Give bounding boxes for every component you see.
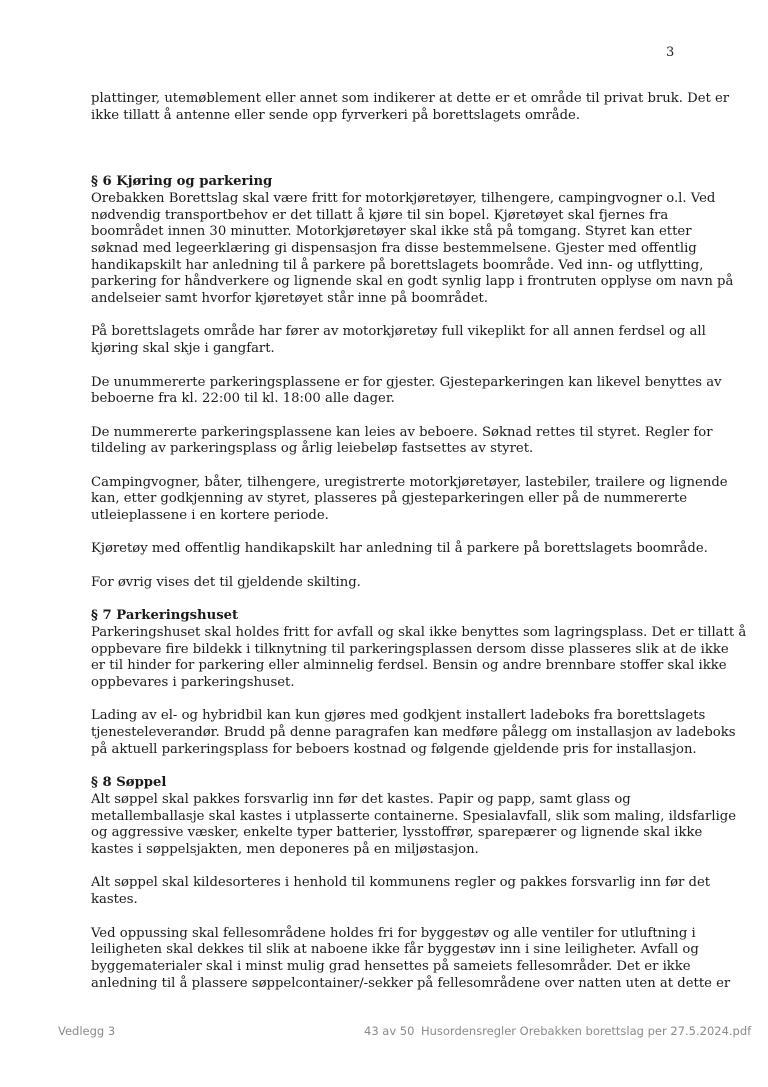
paragraph xyxy=(91,424,713,458)
text-line: På borettslagets område har fører av motorkjøretøy full vikeplikt for all annen ferdsel og all xyxy=(91,324,706,340)
text-line: leiligheten skal dekkes til slik at naboene ikke får byggestøv inn i sine leiligheter. Avfall og xyxy=(91,942,699,958)
text-line: kastes. xyxy=(91,892,138,908)
paragraph xyxy=(91,708,736,758)
text-line: For øvrig vises det til gjeldende skilting. xyxy=(91,574,361,590)
text-line: metallemballasje skal kastes i utplasserte containerne. Spesialavfall, slik som maling, ildsfarlige xyxy=(91,808,737,824)
text-line: er til hinder for parkering eller alminnelig ferdsel. Bensin og andre brennbare stoffer skal ikke xyxy=(91,658,727,674)
text-line: byggematerialer skal i minst mulig grad hensettes på sameiets fellesområder. Det er ikke xyxy=(91,958,691,974)
paragraph xyxy=(91,875,711,908)
text-line: oppbevare fire bildekk i tilknytning til parkeringsplassen dersom disse plasseres slik at de ikke xyxy=(91,641,729,657)
section-heading: § 8 Søppel xyxy=(91,775,167,791)
text-line: Campingvogner, båter, tilhengere, uregistrerte motorkjøretøyer, lastebiler, trailere og lignende xyxy=(91,474,728,490)
footer-filename: Husordensregler Orebakken borettslag per 27.5.2024.pdf xyxy=(421,1024,752,1038)
paragraph xyxy=(91,575,691,592)
text-line: beboerne fra kl. 22:00 til kl. 18:00 alle dager. xyxy=(91,391,395,407)
text-line: plattinger, utemøblement eller annet som indikerer at dette er et område til privat bruk. Det er xyxy=(91,91,730,106)
text-line: Parkeringshuset skal holdes fritt for avfall og skal ikke benyttes som lagringsplass. Det er tillatt å xyxy=(91,624,747,640)
section-heading: § 7 Parkeringshuset xyxy=(91,608,239,624)
text-line: handikapskilt har anledning til å parkere på borettslagets boområde. Ved inn- og utflytting, xyxy=(91,257,704,273)
text-line: og aggressive væsker, enkelte typer batterier, lysstoffrør, sparepærer og lignende skal ikke xyxy=(91,825,703,841)
page-number: 3 xyxy=(666,45,675,60)
footer-page-count: 43 av 50 xyxy=(364,1024,415,1038)
text-line: utleieplassene i en kortere periode. xyxy=(91,508,329,524)
text-line: andelseier samt hvorfor kjøretøyet står inne på boområdet. xyxy=(91,291,489,307)
text-line: boområdet innen 30 minutter. Motorkjøretøyer skal ikke stå på tomgang. Styret kan etter xyxy=(91,224,692,240)
text-line: Ved oppussing skal fellesområdene holdes fri for byggestøv og alle ventiler for utluftning i xyxy=(91,925,696,941)
section-heading: § 6 Kjøring og parkering xyxy=(91,174,273,190)
text-line: oppbevares i parkeringshuset. xyxy=(91,675,295,691)
text-line: parkering for håndverkere og lignende skal en godt synlig lapp i frontruten opplyse om navn på xyxy=(91,274,734,290)
document-body xyxy=(91,91,747,1009)
intro-paragraph xyxy=(91,91,730,124)
text-line: De unummererte parkeringsplassene er for gjester. Gjesteparkeringen kan likevel benyttes av xyxy=(91,374,722,390)
text-line: Alt søppel skal pakkes forsvarlig inn før det kastes. Papir og papp, samt glass og xyxy=(91,791,631,807)
paragraph xyxy=(91,541,708,558)
paragraph xyxy=(91,624,747,692)
text-line: Orebakken Borettslag skal være fritt for motorkjøretøyer, tilhengere, campingvogner o.l. Ved xyxy=(91,190,716,206)
section-soppel xyxy=(91,775,737,992)
text-line: ikke tillatt å antenne eller sende opp fyrverkeri på borettslagets område. xyxy=(91,107,581,123)
section-parkeringshuset xyxy=(91,608,747,758)
paragraph xyxy=(91,925,731,993)
text-line: anledning til å plassere søppelcontainer/-sekker på fellesområdene over natten uten at dette er xyxy=(91,975,731,991)
text-line: De nummererte parkeringsplassene kan leies av beboere. Søknad rettes til styret. Regler for xyxy=(91,424,713,440)
text-line: nødvendig transportbehov er det tillatt å kjøre til sin bopel. Kjøretøyet skal fjernes fra xyxy=(91,207,669,223)
text-line: kjøring skal skje i gangfart. xyxy=(91,341,275,357)
text-line: tildeling av parkeringsplass og årlig leiebeløp fastsettes av styret. xyxy=(91,441,534,457)
paragraph xyxy=(91,324,706,357)
paragraph xyxy=(91,791,737,859)
paragraph xyxy=(91,190,734,308)
paragraph xyxy=(91,474,728,525)
footer-attachment-label: Vedlegg 3 xyxy=(58,1024,116,1038)
text-line: kastes i søppelsjakten, men deponeres på en miljøstasjon. xyxy=(91,842,479,858)
paragraph xyxy=(91,374,722,408)
text-line: søknad med legeerklæring gi dispensasjon fra disse bestemmelsene. Gjester med offentlig xyxy=(91,240,697,256)
text-line: Kjøretøy med offentlig handikapskilt har anledning til å parkere på borettslagets boområde. xyxy=(91,541,708,557)
text-line: tjenesteleverandør. Brudd på denne paragrafen kan medføre pålegg om installasjon av ladeboks xyxy=(91,725,736,741)
text-line: på aktuell parkeringsplass for beboers kostnad og følgende gjeldende pris for installasjon. xyxy=(91,741,697,757)
section-kjoring-parkering xyxy=(91,174,734,591)
text-line: kan, etter godkjenning av styret, plasseres på gjesteparkeringen eller på de nummererte xyxy=(91,491,688,507)
text-line: Lading av el- og hybridbil kan kun gjøres med godkjent installert ladeboks fra borettslagets xyxy=(91,708,706,724)
text-line: Alt søppel skal kildesorteres i henhold til kommunens regler og pakkes forsvarlig inn før det xyxy=(91,875,711,891)
